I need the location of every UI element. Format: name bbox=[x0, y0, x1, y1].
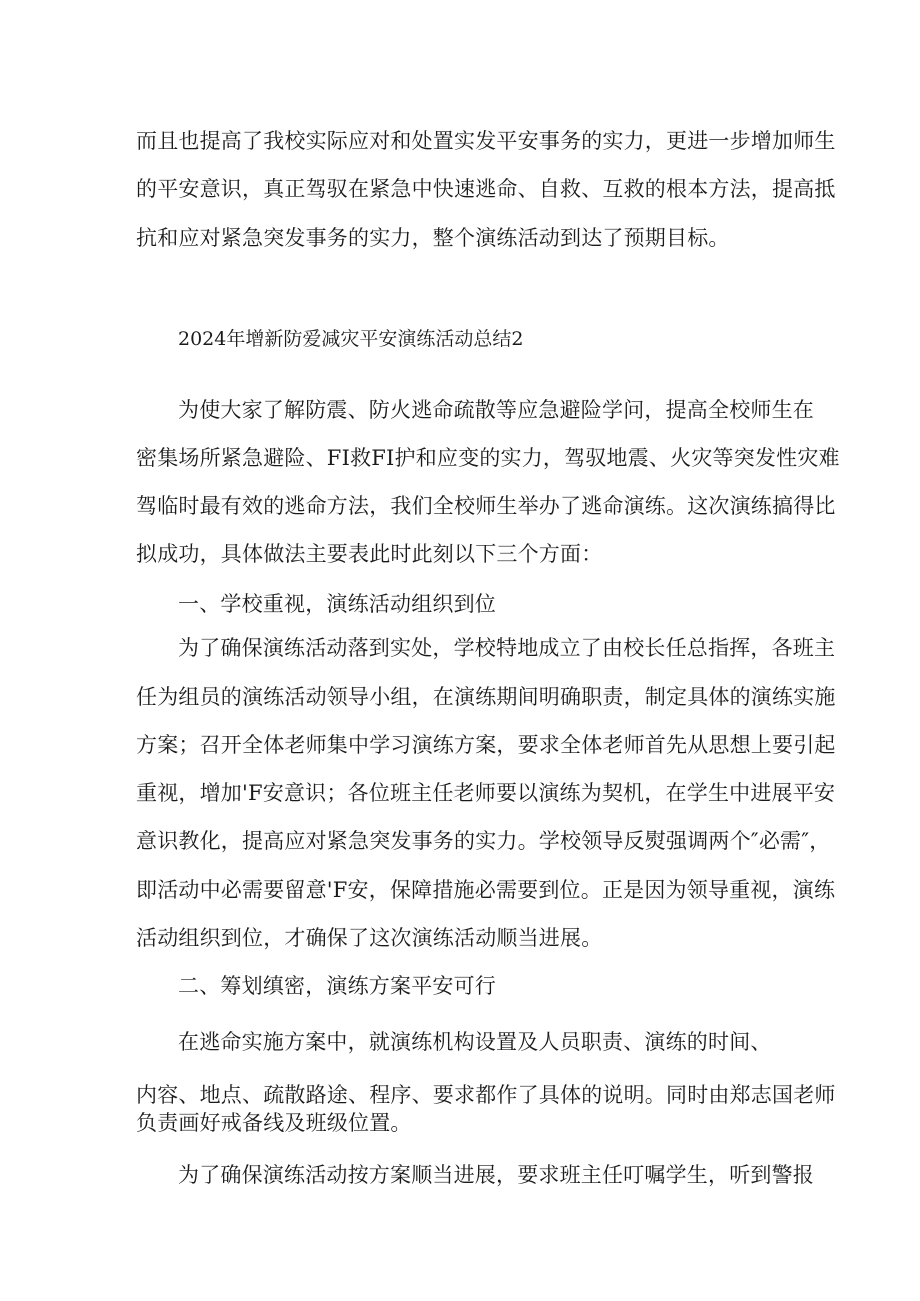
paragraph-line: 负责画好戒备线及班级位置。 bbox=[136, 1111, 412, 1135]
paragraph-line: 在逃命实施方案中，就演练机构设置及人员职责、演练的时间、 bbox=[178, 1030, 772, 1054]
paragraph-line: 拟成功，具体做法主要表此时此刻以下三个方面： bbox=[136, 542, 603, 566]
paragraph-line: 为了确保演练活动按方案顺当进展，要求班主任叮嘱学生，听到警报 bbox=[178, 1163, 814, 1187]
paragraph-line: 为使大家了解防震、防火逃命疏散等应急避险学问，提高全校师生在 bbox=[178, 398, 814, 422]
paragraph-line: 方案；召开全体老师集中学习演练方案，要求全体老师首先从思想上要引起 bbox=[136, 733, 836, 757]
paragraph-line: 为了确保演练活动落到实处，学校特地成立了由校长任总指挥，各班主 bbox=[178, 636, 836, 660]
paragraph-line: 抗和应对紧急突发事务的实力，整个演练活动到达了预期目标。 bbox=[136, 226, 730, 250]
paragraph-line: 密集场所紧急避险、FI救FI护和应变的实力，驾驭地震、火灾等突发性灾难 bbox=[136, 446, 840, 470]
paragraph-line: 任为组员的演练活动领导小组，在演练期间明确职责，制定具体的演练实施 bbox=[136, 685, 836, 709]
paragraph-line: 意识教化，提高应对紧急突发事务的实力。学校领导反熨强调两个″必需″， bbox=[136, 829, 831, 853]
paragraph-line: 即活动中必需要留意'F安，保障措施必需要到位。正是因为领导重视，演练 bbox=[136, 878, 836, 902]
paragraph-line: 驾临时最有效的逃命方法，我们全校师生举办了逃命演练。这次演练搞得比 bbox=[136, 494, 836, 518]
paragraph-line: 重视，增加'F安意识；各位班主任老师要以演练为契机，在学生中进展平安 bbox=[136, 781, 836, 805]
section-title: 2024年增新防爱减灾平安演练活动总结2 bbox=[178, 328, 524, 350]
subheading: 一、学校重视，演练活动组织到位 bbox=[178, 592, 496, 616]
paragraph-line: 内容、地点、疏散路途、程序、要求都作了具体的说明。同时由郑志国老师 bbox=[136, 1083, 836, 1107]
paragraph-line: 活动组织到位，才确保了这次演练活动顺当进展。 bbox=[136, 926, 603, 950]
paragraph-line: 的平安意识，真正驾驭在紧急中快速逃命、自救、互救的根本方法，提高抵 bbox=[136, 177, 836, 201]
subheading: 二、筹划缜密，演练方案平安可行 bbox=[178, 974, 496, 998]
paragraph-line: 而且也提高了我校实际应对和处置实发平安事务的实力，更进一步增加师生 bbox=[136, 129, 836, 153]
